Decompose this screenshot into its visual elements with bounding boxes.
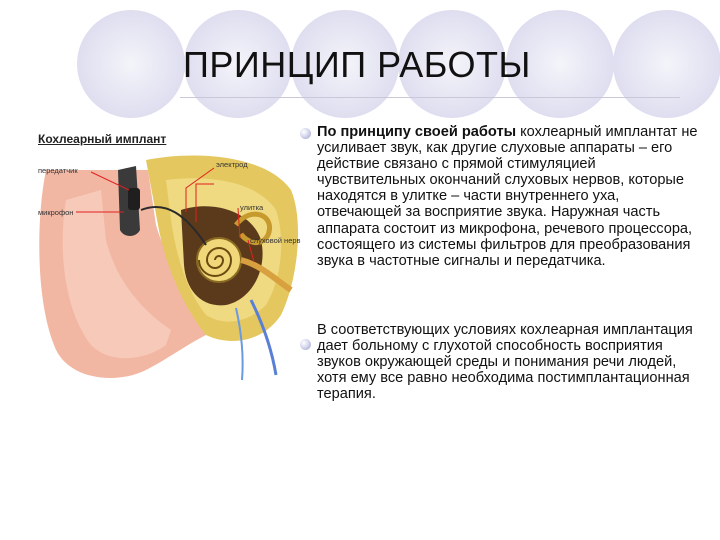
bullet-icon (300, 339, 311, 350)
paragraph-2: В соответствующих условиях кохлеарная имплантация дает больному с глухотой способность восприятия звуков окружающей среды и понимания речи людей, хотя ему все равно необходима постимплантационная терапия. (317, 322, 693, 403)
label-cochlea: улитка (240, 203, 264, 212)
label-auditory-nerve: слуховой нерв (250, 236, 301, 245)
ear-diagram (36, 130, 304, 390)
paragraph-1-bold: По принципу своей работы (317, 124, 517, 140)
paragraph-1 (317, 124, 707, 269)
paragraph-1-text: кохлеарный имплантат не усиливает звук, как другие слуховые аппараты – его действие связано с прямой стимуляцией чувствительных окончаний слуховых нервов, которые находятся в улитке – части внутреннего уха, отвечающей за восприятие звука. Наружная часть аппарата состоит из микрофона, речевого процессора, состоящего из системы фильтров для преобразования звука в частотные сигналы и передатчика. (317, 124, 698, 269)
label-microphone: микрофон (38, 208, 74, 217)
diagram-heading: Кохлеарный имплант (38, 132, 167, 146)
slide-title: ПРИНЦИП РАБОТЫ (183, 44, 531, 85)
decorative-circle (613, 10, 720, 118)
decorative-circle (77, 10, 185, 118)
label-electrode: электрод (216, 160, 248, 169)
title-divider (180, 97, 680, 98)
label-transmitter: передатчик (38, 166, 78, 175)
transmitter-coil (128, 188, 140, 210)
bullet-icon (300, 128, 311, 139)
